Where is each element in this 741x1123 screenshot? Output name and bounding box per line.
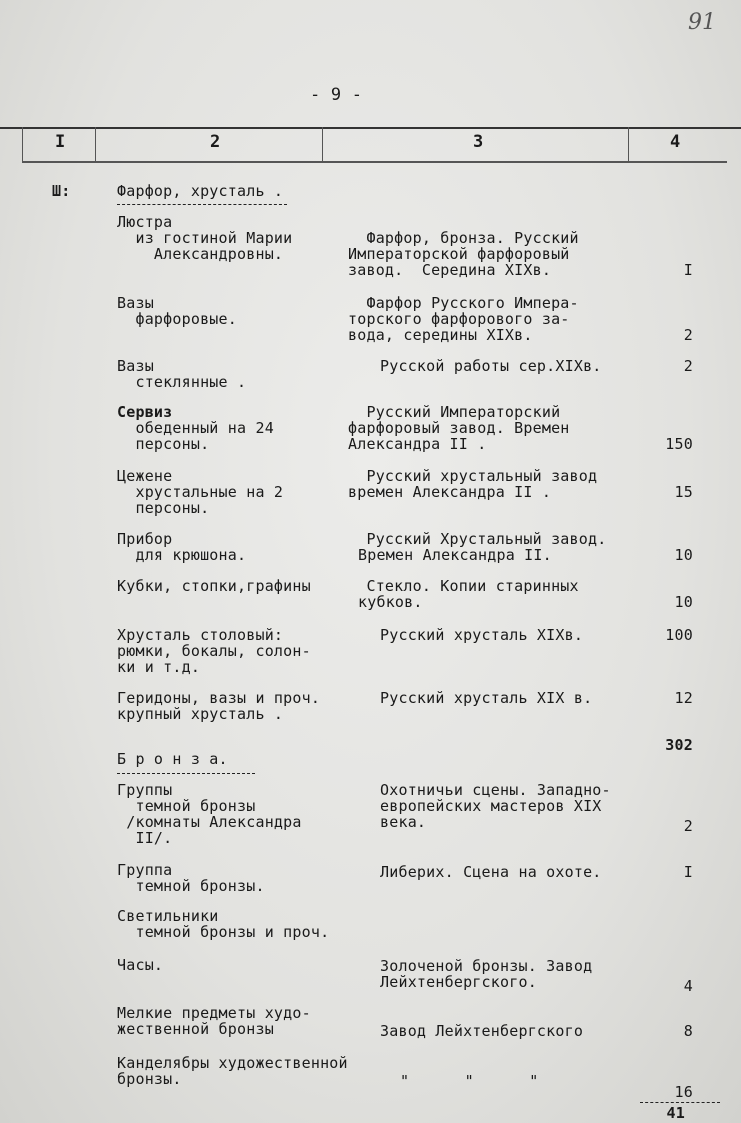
item-name: бронзы. [117,1070,182,1088]
item-description: европейских мастеров XIX [380,797,602,815]
total-bronze: 41 [666,1104,685,1122]
item-description: Либерих. Сцена на охоте. [380,863,602,881]
item-name: Группы [117,781,173,799]
item-name: Сервиз [117,403,173,421]
item-description: Русский хрусталь XIX в. [380,689,593,707]
col-separator [22,127,23,162]
col-separator [628,127,629,162]
item-quantity: 2 [683,357,693,375]
item-description: Времен Александра II. [358,546,552,564]
item-description: Русской работы сер.XIXв. [380,357,602,375]
item-name: Мелкие предметы худо- [117,1004,311,1022]
item-quantity: 4 [683,977,693,995]
item-description: Русский хрустальный завод [348,467,598,485]
item-quantity: 10 [674,546,693,564]
item-name: Вазы [117,357,154,375]
column-header-1: I [55,132,66,152]
item-description: кубков. [358,593,423,611]
item-description: Александра II . [348,435,487,453]
item-name: Кубки, стопки,графины [117,577,311,595]
item-quantity: 150 [665,435,693,453]
item-description: века. [380,813,427,831]
item-name: Хрусталь столовый: [117,626,284,644]
page-number: - 9 - [310,85,363,105]
item-name: Канделябры художественной [117,1054,348,1072]
item-name: Александровны. [117,245,284,263]
section-underline [117,204,287,205]
item-name: Светильники [117,907,219,925]
item-name: жественной бронзы [117,1020,274,1038]
subtotal-porcelain: 302 [665,736,693,754]
item-name: темной бронзы. [117,877,265,895]
item-description: вода, середины XIXв. [348,326,533,344]
column-header-2: 2 [210,132,221,152]
col-separator [322,127,323,162]
item-description: Императорской фарфоровый [348,245,570,263]
bronze-section-title: Б р о н з а. [117,750,228,768]
item-name: Люстра [117,213,173,231]
item-name: II/. [117,829,173,847]
item-name: Часы. [117,956,164,974]
item-description: " " " [400,1072,539,1090]
item-description: Русский хрусталь XIXв. [380,626,584,644]
item-quantity: 10 [674,593,693,611]
item-description: Стекло. Копии старинных [348,577,579,595]
item-name: Геридоны, вазы и проч. [117,689,321,707]
item-quantity: 2 [683,817,693,835]
item-description: торского фарфорового за- [348,310,570,328]
item-description: Золоченой бронзы. Завод [380,957,593,975]
item-description: Русский Хрустальный завод. [348,530,607,548]
item-name: персоны. [117,499,210,517]
item-description: Лейхтенбергского. [380,973,537,991]
item-quantity: I [683,261,693,279]
column-header-4: 4 [670,132,681,152]
column-header-3: 3 [473,132,484,152]
item-description: Завод Лейхтенбергского [380,1022,584,1040]
section-title: Фарфор, хрусталь . [117,182,284,200]
item-quantity: 16 [674,1083,693,1101]
item-name: крупный хрусталь . [117,705,284,723]
item-name: из гостиной Марии [117,229,293,247]
item-quantity: 100 [665,626,693,644]
item-name: стеклянные . [117,373,247,391]
header-bottom-rule [22,161,727,163]
total-rule [640,1102,720,1103]
item-name: темной бронзы и проч. [117,923,330,941]
item-description: Фарфор, бронза. Русский [348,229,579,247]
archive-page-number: 91 [688,10,716,35]
item-description: завод. Середина XIXв. [348,261,552,279]
item-name: фарфоровые. [117,310,237,328]
item-name: Вазы [117,294,154,312]
item-description: времен Александра II . [348,483,552,501]
col-separator [95,127,96,162]
item-name: Группа [117,861,173,879]
item-quantity: 2 [683,326,693,344]
table-top-rule [0,127,741,129]
item-description: Русский Императорский [348,403,561,421]
item-name: Цежене [117,467,173,485]
item-name: для крюшона. [117,546,247,564]
item-description: фарфоровый завод. Времен [348,419,570,437]
item-quantity: 15 [674,483,693,501]
item-name: ки и т.д. [117,658,201,676]
item-name: персоны. [117,435,210,453]
bronze-underline [117,773,255,774]
item-name: /комнаты Александра [117,813,302,831]
item-name: обеденный на 24 [117,419,274,437]
item-description: Охотничьи сцены. Западно- [380,781,611,799]
item-name: Прибор [117,530,173,548]
item-name: рюмки, бокалы, солон- [117,642,311,660]
item-quantity: I [683,863,693,881]
item-quantity: 8 [683,1022,693,1040]
item-name: темной бронзы [117,797,256,815]
item-quantity: 12 [674,689,693,707]
section-number: Ш: [52,182,71,200]
item-description: Фарфор Русского Импера- [348,294,579,312]
item-name: хрустальные на 2 [117,483,284,501]
